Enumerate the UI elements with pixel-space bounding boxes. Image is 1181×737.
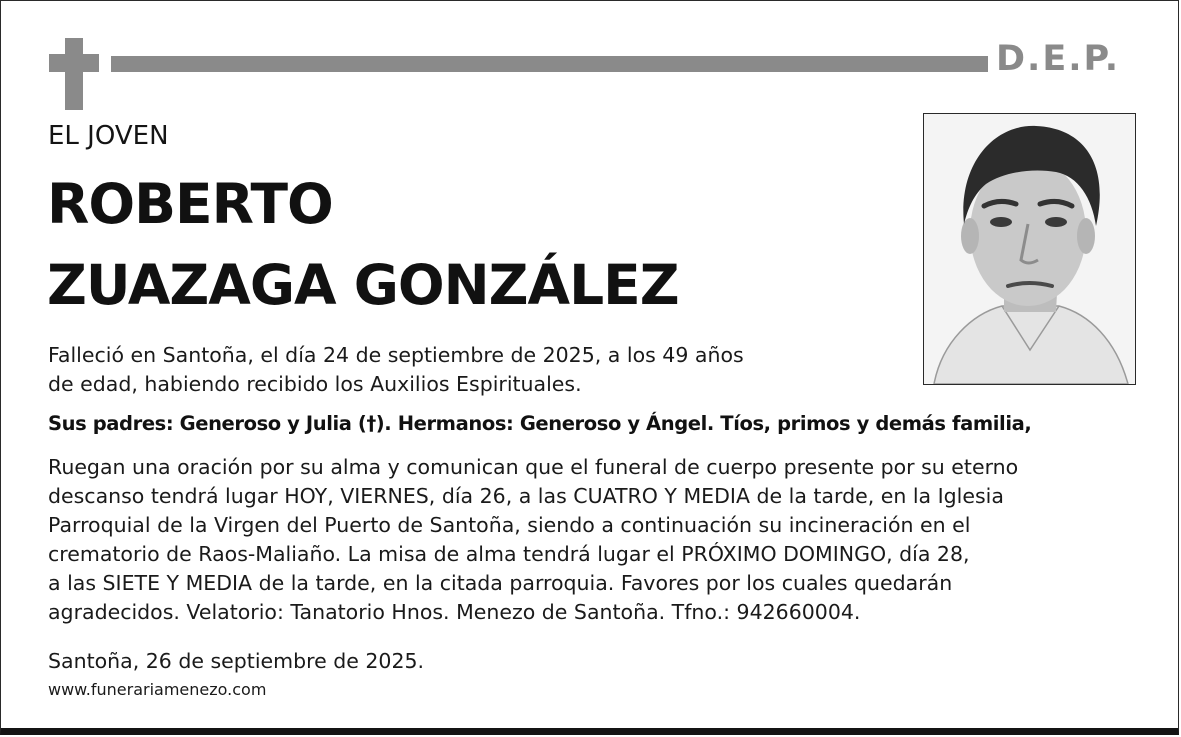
funeral-details-text [48,453,1018,627]
text-line: de edad, habiendo recibido los Auxilios Espirituales. [48,372,582,396]
dep-label: D.E.P. [996,39,1121,79]
text-line: Ruegan una oración por su alma y comunican que el funeral de cuerpo presente por su eterno [48,455,1019,479]
text-line: agradecidos. Velatorio: Tanatorio Hnos. Menezo de Santoña. Tfno.: 942660004. [48,600,861,624]
deceased-first-name: ROBERTO [47,172,333,236]
place-and-date: Santoña, 26 de septiembre de 2025. [48,649,425,673]
text-line: Falleció en Santoña, el día 24 de septiembre de 2025, a los 49 años [48,343,744,367]
text-line: Parroquial de la Virgen del Puerto de Santoña, siendo a continuación su incineración en el [48,513,971,537]
header-rule [111,56,988,72]
website-link[interactable]: www.funerariamenezo.com [48,680,267,699]
death-notice-text [48,341,744,399]
text-line: descanso tendrá lugar HOY, VIERNES, día 26, a las CUATRO Y MEDIA de la tarde, en la Iglesia [48,484,1004,508]
deceased-photo [923,113,1136,385]
deceased-surnames: ZUAZAGA GONZÁLEZ [47,253,679,317]
cross-icon [49,38,99,110]
family-list: Sus padres: Generoso y Julia (†). Hermanos: Generoso y Ángel. Tíos, primos y demás familia, [48,412,1032,435]
text-line: a las SIETE Y MEDIA de la tarde, en la citada parroquia. Favores por los cuales quedarán [48,571,953,595]
text-line: crematorio de Raos-Maliaño. La misa de alma tendrá lugar el PRÓXIMO DOMINGO, día 28, [48,542,970,566]
deceased-prefix: EL JOVEN [48,121,169,151]
